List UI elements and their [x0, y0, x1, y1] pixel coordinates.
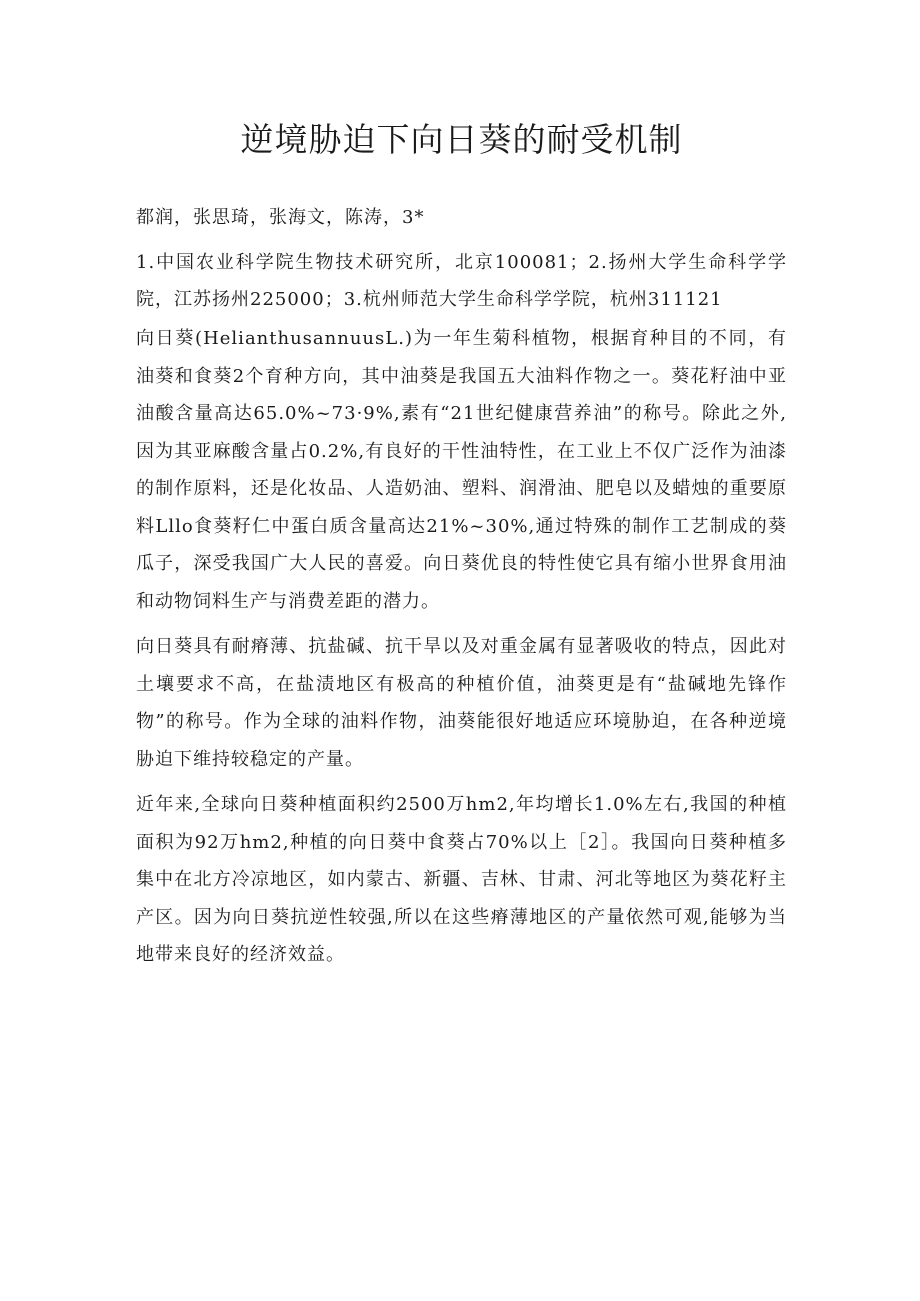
body-paragraph-2: 向日葵具有耐瘠薄、抗盐碱、抗干旱以及对重金属有显著吸收的特点，因此对土壤要求不高，在盐渍地区有极高的种植价值，油葵更是有“盐碱地先锋作物”的称号。作为全球的油料作物，油葵能很好地适应环境胁迫，在各种逆境胁迫下维持较稳定的产量。 — [136, 636, 787, 770]
body-paragraph-3: 近年来,全球向日葵种植面积约2500万hm2,年均增长1.0%左右,我国的种植面积为92万hm2,种植的向日葵中食葵占70%以上［2］。我国向日葵种植多集中在北方冷凉地区，如内蒙古、新疆、吉林、甘肃、河北等地区为葵花籽主产区。因为向日葵抗逆性较强,所以在这些瘠薄地区的产量依然可观,能够为当地带来良好的经济效益。 — [136, 794, 787, 965]
affiliation-text: 1.中国农业科学院生物技术研究所，北京100081；2.扬州大学生命科学学院，江苏扬州225000；3.杭州师范大学生命科学学院，杭州311121 — [136, 252, 787, 310]
author-list: 都润，张思琦，张海文，陈涛，3* — [136, 207, 425, 228]
body-paragraph-1: 向日葵(HelianthusannuusL.)为一年生菊科植物，根据育种目的不同，有油葵和食葵2个育种方向，其中油葵是我国五大油料作物之一。葵花籽油中亚油酸含量高达65.0%~73·9%,素有“21世纪健康营养油”的称号。除此之外,因为其亚麻酸含量占0.2%,有良好的干性油特性，在工业上不仅广泛作为油漆的制作原料，还是化妆品、人造奶油、塑料、润滑油、肥皂以及蜡烛的重要原料Lllo食葵籽仁中蛋白质含量高达21%~30%,通过特殊的制作工艺制成的葵瓜子，深受我国广大人民的喜爱。向日葵优良的特性使它具有缩小世界食用油和动物饲料生产与消费差距的潜力。 — [136, 328, 787, 612]
document-title: 逆境胁迫下向日葵的耐受机制 — [240, 120, 683, 159]
